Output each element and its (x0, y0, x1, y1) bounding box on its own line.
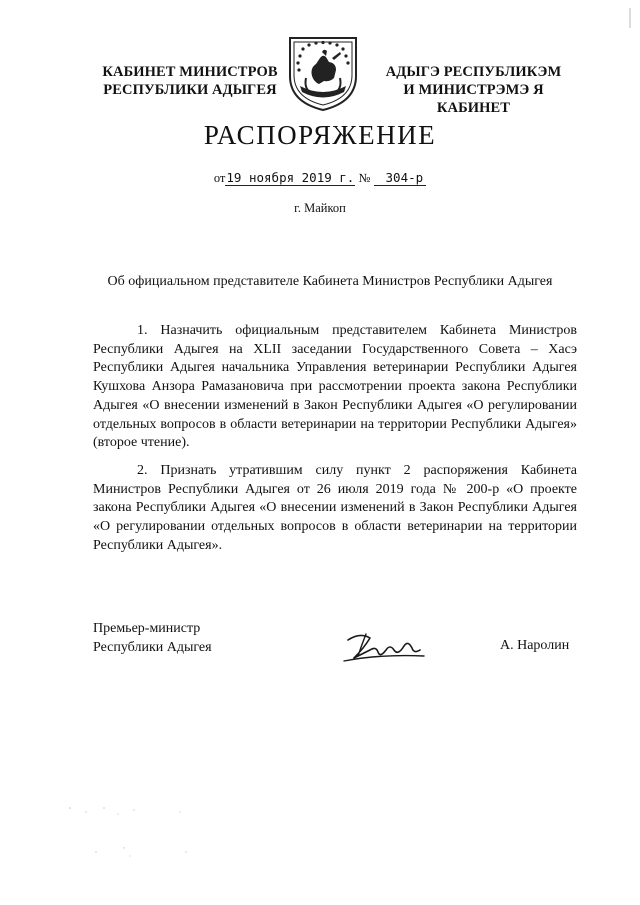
issuer-name-russian (100, 63, 280, 99)
adygea-coat-of-arms-icon (286, 32, 360, 112)
order-paragraph-2: 2. Признать утратившим силу пункт 2 распоряжения Кабинета Министров Республики Адыгея от 26 июля 2019 года № 200-р «О проекте закона Республики Адыгея «О внесении изменений в Закон Республики Адыгея «О регулировании отдельных вопросов в области ветеринарии на территории Республики Адыгея». (93, 463, 577, 553)
handwritten-signature-icon (340, 628, 430, 668)
issuer-adyghe-line-2: И МИНИСТРЭМЭ Я КАБИНЕТ (403, 82, 544, 116)
order-paragraph-1: 1. Назначить официальным представителем Кабинета Министров Республики Адыгея на XLII заседании Государственного Совета – Хасэ Республики Адыгея начальника Управления ветеринарии Республики Адыгея Кушхова Анзора Рамазановича при рассмотрении проекта закона Республики Адыгея «О внесении изменений в Закон Республики Адыгея «О регулировании отдельных вопросов в области ветеринарии на территории Республики Адыгея» (второе чтение). (93, 323, 577, 451)
date-number-line (0, 170, 640, 186)
position-line-2: Республики Адыгея (93, 639, 212, 655)
issuer-adyghe-line-1: АДЫГЭ РЕСПУБЛИКЭМ (385, 64, 562, 80)
document-subject: Об официальном представителе Кабинета Министров Республики Адыгея (107, 274, 553, 289)
document-city: г. Майкоп (294, 201, 346, 215)
document-number: 304-р (374, 170, 427, 186)
date-prefix: от (213, 171, 226, 185)
number-prefix: № (358, 171, 371, 185)
document-title: РАСПОРЯЖЕНИЕ (203, 120, 437, 150)
document-date: 19 ноября 2019 г. (226, 170, 355, 185)
signatory-name: А. Наролин (500, 638, 570, 653)
issuer-line-2: РЕСПУБЛИКИ АДЫГЕЯ (103, 82, 277, 98)
issuer-name-adyghe (366, 63, 581, 117)
signatory-position (93, 620, 212, 657)
position-line-1: Премьер-министр (93, 621, 201, 636)
issuer-line-1: КАБИНЕТ МИНИСТРОВ (102, 64, 278, 80)
